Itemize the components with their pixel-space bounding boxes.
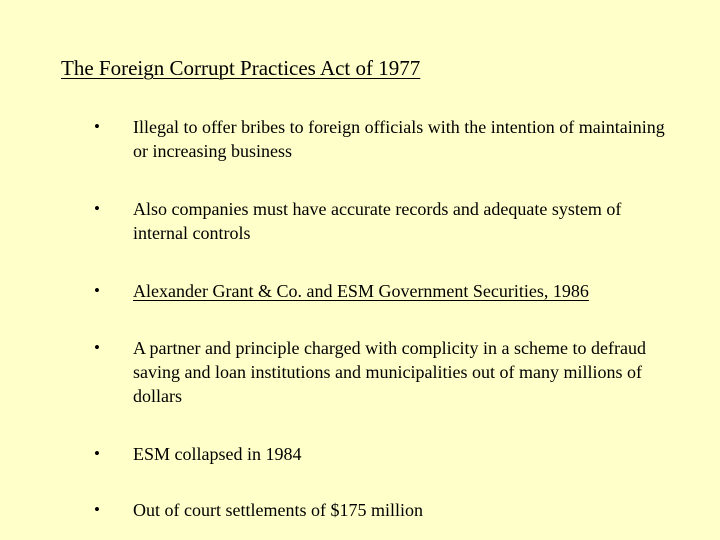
slide-title: The Foreign Corrupt Practices Act of 1977 <box>61 56 421 80</box>
bullet-dot-icon: • <box>94 199 100 218</box>
bullet-dot-icon: • <box>94 117 100 136</box>
bullet-text: Out of court settlements of $175 million <box>133 500 423 520</box>
bullet-dot-icon: • <box>94 500 100 519</box>
bullet-text: A partner and principle charged with complicity in a scheme to defraud saving and loan institutions and municipalities out of many millions of dollars <box>133 338 646 406</box>
bullet-text: Also companies must have accurate records and adequate system of internal controls <box>133 199 622 243</box>
bullet-dot-icon: • <box>94 338 100 357</box>
bullet-text: Illegal to offer bribes to foreign officials with the intention of maintaining or increasing business <box>133 117 665 161</box>
bullet-dot-icon: • <box>94 281 100 300</box>
bullet-text: ESM collapsed in 1984 <box>133 444 302 464</box>
bullet-dot-icon: • <box>94 444 100 463</box>
bullet-text-underlined: Alexander Grant & Co. and ESM Government Securities, 1986 <box>133 281 589 301</box>
